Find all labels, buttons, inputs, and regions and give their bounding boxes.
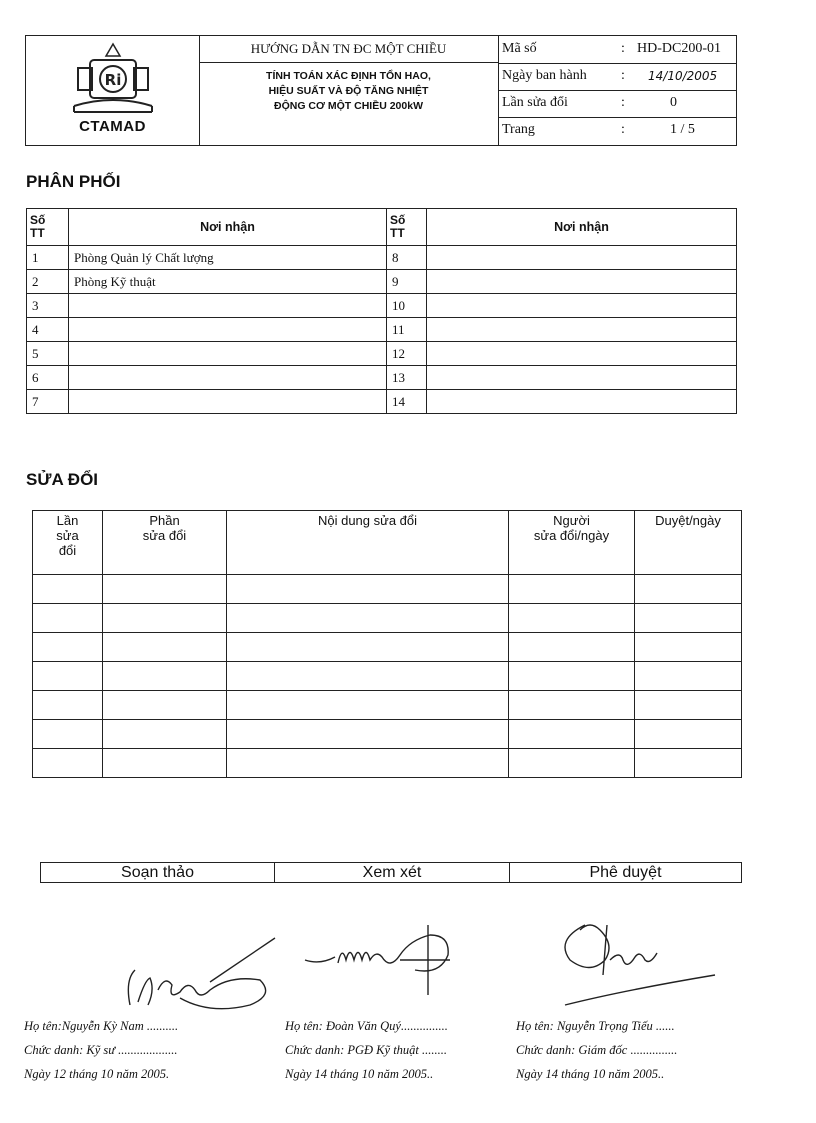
recipient [427,366,737,390]
signature-approver-icon [545,905,735,1015]
recipient: Phòng Kỹ thuật [69,270,387,294]
row-number: 3 [27,294,69,318]
empty-cell [227,749,509,778]
empty-cell [227,691,509,720]
table-row [33,691,742,720]
table-row [27,366,737,390]
empty-cell [103,633,227,662]
row-number: 6 [27,366,69,390]
empty-cell [33,749,103,778]
row-number: 13 [387,366,427,390]
table-row [33,749,742,778]
signer-drafter: Họ tên:Nguyễn Kỳ Nam .......... Chức danh: Kỹ sư ................... Ngày 12 tháng 10 năm 2005. [24,1019,179,1081]
company-logo-icon [68,42,158,118]
empty-cell [103,720,227,749]
recipient [69,342,387,366]
recipient [427,318,737,342]
col-revised-part: Phần sửa đổi [103,511,227,575]
row-number: 10 [387,294,427,318]
recipient: Phòng Quản lý Chất lượng [69,246,387,270]
empty-cell [635,749,742,778]
doc-code-row: Mã số : HD-DC200-01 [498,36,736,64]
recipient [69,366,387,390]
empty-cell [509,749,635,778]
col-no-left: Số TT [27,209,69,246]
empty-cell [227,575,509,604]
recipient [69,294,387,318]
table-row [27,390,737,414]
recipient [427,390,737,414]
recipient [427,294,737,318]
empty-cell [103,691,227,720]
empty-cell [509,691,635,720]
signature-reviewer-icon [300,915,470,1005]
recipient [69,390,387,414]
row-number: 14 [387,390,427,414]
col-recipient-left: Nơi nhận [69,209,387,246]
document-info [498,36,736,145]
recipient [69,318,387,342]
empty-cell [635,691,742,720]
empty-cell [103,604,227,633]
empty-cell [103,662,227,691]
empty-cell [509,575,635,604]
empty-cell [33,720,103,749]
document-header [25,35,737,146]
table-row [33,720,742,749]
table-row [33,604,742,633]
row-number: 12 [387,342,427,366]
role-reviewed: Xem xét [275,863,510,883]
empty-cell [227,662,509,691]
signer-approver: Họ tên: Nguyễn Trọng Tiếu ...... Chức danh: Giám đốc ............... Ngày 14 tháng 10 năm 2005.. [516,1019,678,1081]
distribution-header-row [27,209,737,246]
role-drafted: Soạn thảo [41,863,275,883]
empty-cell [635,633,742,662]
revisions-heading: SỬA ĐỔI [26,470,99,489]
row-number: 2 [27,270,69,294]
document-title: TÍNH TOÁN XÁC ĐỊNH TỔN HAO, HIỆU SUẤT VÀ ĐỘ TĂNG NHIỆT ĐỘNG CƠ MỘT CHIỀU 200kW [266,70,431,112]
svg-text:Ri: Ri [104,71,122,89]
empty-cell [227,720,509,749]
empty-cell [635,604,742,633]
title-cell [199,36,499,145]
table-row [27,246,737,270]
issue-date-row: Ngày ban hành : 14/10/2005 [498,63,736,91]
row-number: 4 [27,318,69,342]
empty-cell [33,633,103,662]
row-number: 11 [387,318,427,342]
empty-cell [33,604,103,633]
approval-roles-row [41,863,742,883]
empty-cell [635,662,742,691]
document-type: HƯỚNG DẪN TN ĐC MỘT CHIỀU [199,36,498,63]
col-revision-content: Nội dung sửa đổi [227,511,509,575]
row-number: 5 [27,342,69,366]
signer-reviewer: Họ tên: Đoàn Văn Quý............... Chức danh: PGĐ Kỹ thuật ........ Ngày 14 tháng 10 năm 2005.. [285,1019,448,1081]
col-revision-no: Lần sửa đổi [33,511,103,575]
empty-cell [33,662,103,691]
row-number: 9 [387,270,427,294]
col-approved-date: Duyệt/ngày [635,511,742,575]
table-row [27,270,737,294]
revisions-table [32,510,742,778]
table-row [27,294,737,318]
col-recipient-right: Nơi nhận [427,209,737,246]
empty-cell [509,633,635,662]
empty-cell [103,749,227,778]
row-number: 7 [27,390,69,414]
row-number: 1 [27,246,69,270]
empty-cell [33,575,103,604]
table-row [27,342,737,366]
recipient [427,246,737,270]
col-revised-by: Người sửa đổi/ngày [509,511,635,575]
table-row [27,318,737,342]
distribution-table [26,208,737,414]
empty-cell [103,575,227,604]
empty-cell [635,575,742,604]
revision-row: Lần sửa đổi : 0 [498,90,736,118]
logo-cell [26,36,200,145]
empty-cell [509,662,635,691]
table-row [33,662,742,691]
empty-cell [509,720,635,749]
page-row: Trang : 1 / 5 [502,122,695,137]
distribution-heading: PHÂN PHỐI [26,172,121,191]
role-approved: Phê duyệt [510,863,742,883]
company-name: CTAMAD [79,118,146,135]
recipient [427,270,737,294]
row-number: 8 [387,246,427,270]
col-no-right: Số TT [387,209,427,246]
revisions-header-row [33,511,742,575]
table-row [33,575,742,604]
table-row [33,633,742,662]
empty-cell [33,691,103,720]
approval-table [40,862,742,883]
recipient [427,342,737,366]
empty-cell [635,720,742,749]
empty-cell [509,604,635,633]
empty-cell [227,604,509,633]
empty-cell [227,633,509,662]
signature-drafter-icon [110,920,290,1020]
